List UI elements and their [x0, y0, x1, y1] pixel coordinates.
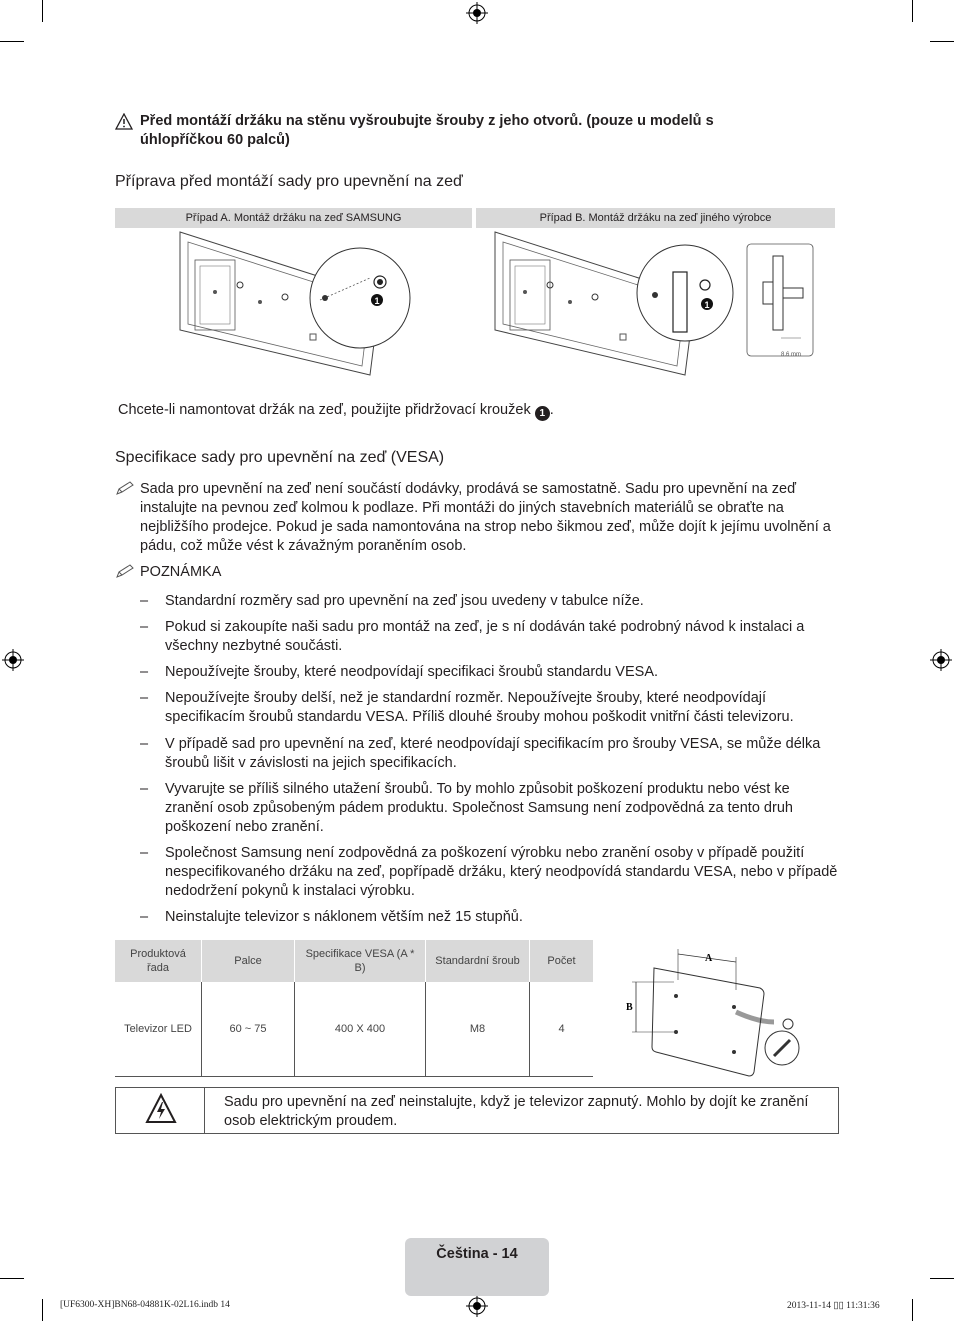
list-item: – Pokud si zakoupíte naši sadu pro montáž na zeď, je s ní dodáván také podrobný návod k instalaci a všechny nezbytné součásti.: [140, 619, 805, 654]
svg-text:A: A: [705, 953, 713, 964]
case-a-illustration: [170, 230, 420, 380]
list-item: – Standardní rozměry sad pro upevnění na zeď jsou uvedeny v tabulce níže.: [140, 593, 644, 609]
crop-mark: [930, 41, 954, 42]
table-cell: 60 ~ 75: [202, 982, 295, 1077]
section-title-vesa: Specifikace sady pro upevnění na zeď (VESA): [115, 449, 445, 466]
table-header: Produktová řada: [115, 940, 202, 982]
note-heading: POZNÁMKA: [115, 563, 840, 582]
top-warning: [115, 112, 755, 150]
crop-mark: [42, 0, 43, 22]
list-item: – Nepoužívejte šrouby, které neodpovídají specifikaci šroubů standardu VESA.: [140, 664, 659, 680]
crop-mark: [930, 1278, 954, 1279]
warning-icon-cell: [116, 1088, 205, 1133]
table-header: Počet: [530, 940, 594, 982]
registration-mark-icon: [466, 1295, 488, 1317]
svg-text:1: 1: [704, 300, 710, 310]
registration-mark-icon: [2, 649, 24, 671]
list-item: – Vyvarujte se příliš silného utažení šroubů. To by mohlo způsobit poškození produktu nebo vést ke zranění osob způsobeným pádem produktu. Společnost Samsung není zodpovědná za tento druh poškození nebo zranění.: [140, 781, 793, 835]
vesa-spec-table: [115, 940, 593, 1077]
electric-warning-box: [115, 1087, 839, 1134]
case-b-label: Případ B. Montáž držáku na zeď jiného výrobce: [476, 208, 835, 228]
list-item: – Nepoužívejte šrouby delší, než je standardní rozměr. Nepoužívejte šrouby, které neodpovídají specifikacím šroubů standardu VESA. Příliš dlouhé šrouby mohou poškodit vnitřní části televizoru.: [140, 690, 794, 725]
case-a-label: Případ A. Montáž držáku na zeď SAMSUNG: [115, 208, 472, 228]
registration-mark-icon: [466, 2, 488, 24]
crop-mark: [912, 0, 913, 22]
table-row: [115, 982, 593, 1077]
callout-1-icon: 1: [535, 406, 550, 421]
page-number: Čeština - 14: [436, 1246, 518, 1262]
page-number-tab: [405, 1238, 549, 1296]
crop-mark: [0, 1278, 24, 1279]
print-timestamp: 2013-11-14 ▯▯ 11:31:36: [787, 1301, 880, 1311]
note-wall-kit: Sada pro upevnění na zeď není součástí dodávky, prodává se samostatně. Sadu pro upevnění na zeď instalujte na pevnou zeď kolmou k podlaze. Při montáži do jiných stavebních materiálů se obraťte na nejbližšího prodejce. Pokud je sada namontována na strop nebo šikmou zeď, může dojít k jejímu uvolnění a pádu, což může vést k závažným poraněním osob.: [115, 480, 840, 556]
table-header: Palce: [202, 940, 295, 982]
registration-mark-icon: [930, 649, 952, 671]
list-item: – Neinstalujte televizor s náklonem větším než 15 stupňů.: [140, 909, 523, 925]
svg-text:8.6 mm: 8.6 mm: [780, 352, 802, 358]
warning-triangle-icon: [115, 113, 133, 130]
vesa-diagram: [618, 940, 818, 1082]
print-file-info: [UF6300-XH]BN68-04881K-02L16.indb 14: [60, 1300, 230, 1310]
top-warning-text: Před montáží držáku na stěnu vyšroubujte šrouby z jeho otvorů. (pouze u modelů s úhlopříčkou 60 palců): [140, 113, 714, 148]
table-cell: 400 X 400: [295, 982, 426, 1077]
svg-text:1: 1: [374, 296, 380, 306]
pencil-note-icon: [115, 563, 135, 579]
table-header: Specifikace VESA (A * B): [295, 940, 426, 982]
list-item: – V případě sad pro upevnění na zeď, které neodpovídají specifikacím pro šrouby VESA, se může délka šroubů lišit v závislosti na jejich specifikacích.: [140, 736, 821, 771]
crop-mark: [912, 1299, 913, 1321]
electric-warning-text: Sadu pro upevnění na zeď neinstalujte, když je televizor zapnutý. Mohlo by dojít ke zranění osob elektrickým proudem.: [224, 1094, 809, 1129]
table-cell: Televizor LED: [115, 982, 202, 1077]
svg-text:B: B: [626, 1002, 633, 1013]
section-title-preparation: Příprava před montáží sady pro upevnění na zeď: [115, 173, 463, 190]
table-header: Standardní šroub: [426, 940, 530, 982]
electric-shock-warning-icon: [145, 1093, 177, 1125]
table-cell: M8: [426, 982, 530, 1077]
crop-mark: [0, 41, 24, 42]
table-cell: 4: [530, 982, 594, 1077]
ring-instruction: Chcete-li namontovat držák na zeď, použijte přidržovací kroužek 1 .: [118, 402, 554, 419]
crop-mark: [42, 1299, 43, 1321]
list-item: – Společnost Samsung není zodpovědná za poškození výrobku nebo zranění osoby v případě použití nespecifikovaného držáku na zeď, popřípadě držáku, který neodpovídá standardu VESA, nebo v případě nedodržení pokynů k instalaci výrobku.: [140, 845, 838, 899]
pencil-note-icon: [115, 480, 135, 496]
case-b-illustration: [485, 230, 825, 380]
